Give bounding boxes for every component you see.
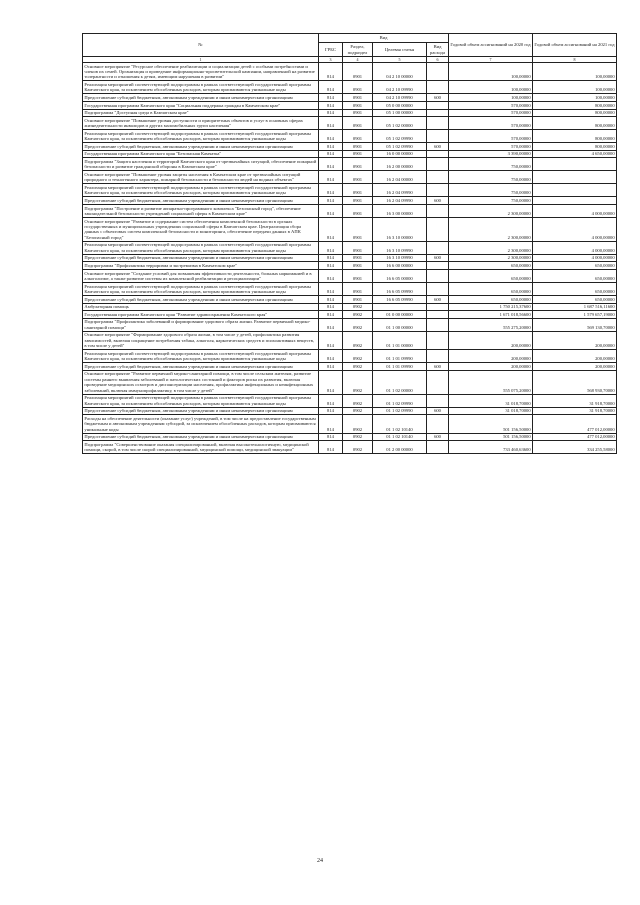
grbs-code: 814 [319, 63, 343, 81]
amount-2020: 650,00000 [449, 262, 533, 270]
header-target: Целевая статья [373, 43, 427, 57]
section-code: 0901 [343, 254, 373, 262]
section-code: 0901 [343, 63, 373, 81]
table-row [83, 433, 617, 441]
grbs-code: 814 [319, 394, 343, 407]
row-name: Амбулаторная помощь [83, 303, 319, 311]
amount-2021: 650,00000 [533, 262, 617, 270]
row-name: Предоставление субсидий бюджетным, автономным учреждениям и иным некоммерческим организациям [83, 407, 319, 415]
row-name: Основное мероприятие "Развитие первичной медико-санитарной помощи, в том числе сельским жителям, развитие системы раннего выявления заболеваний и патологических состояний и факторов риска их развития, включая проведение медицинских осмотров и диспансеризации населения, профилактика инфекционных и неинфекционных заболеваний, включая иммунопрофилактику, в том числе у детей" [83, 370, 319, 394]
table-row [83, 117, 617, 130]
row-name: Реализация мероприятий соответствующей подпрограммы в рамках соответствующей государственной программы Камчатского края, за исключением обособленных расходов, которым присваиваются уникальные коды [83, 241, 319, 254]
row-name: Предоставление субсидий бюджетным, автономным учреждениям и иным некоммерческим организациям [83, 363, 319, 371]
amount-2021: 800,00000 [533, 102, 617, 110]
amount-2020: 200,00000 [449, 363, 533, 371]
table-row [83, 441, 617, 454]
row-name: Государственная программа Камчатского края "Безопасная Камчатка" [83, 150, 319, 158]
row-name: Основное мероприятие "Повышение уровня защиты населения в Камчатском крае от чрезвычайных ситуаций природного и техногенного характера, пожарной безопасности и безопасности людей на водных объектах" [83, 171, 319, 184]
amount-2021: 800,00000 [533, 130, 617, 143]
target-code: 16 2 04 09990 [373, 184, 427, 197]
expense-type-code [427, 217, 449, 241]
section-code: 0901 [343, 81, 373, 94]
expense-type-code: 600 [427, 407, 449, 415]
amount-2021: 477 012,00000 [533, 415, 617, 433]
table-row [83, 158, 617, 171]
table-row [83, 130, 617, 143]
amount-2020: 200,00000 [449, 331, 533, 349]
grbs-code: 814 [319, 117, 343, 130]
table-row [83, 407, 617, 415]
header-group-vid: Вид [319, 34, 449, 43]
column-number: 5 [373, 57, 427, 63]
section-code: 0901 [343, 143, 373, 151]
amount-2021: 4 000,00000 [533, 254, 617, 262]
grbs-code: 814 [319, 370, 343, 394]
grbs-code: 814 [319, 109, 343, 117]
row-name: Реализация мероприятий соответствующей подпрограммы в рамках соответствующей государственной программы Камчатского края, за исключением обособленных расходов, которым присваиваются уникальные коды [83, 394, 319, 407]
grbs-code: 814 [319, 81, 343, 94]
row-name: Предоставление субсидий бюджетным, автономным учреждениям и иным некоммерческим организациям [83, 433, 319, 441]
target-code: 16 3 10 09990 [373, 254, 427, 262]
row-name: Государственная программа Камчатского края "Социальная поддержка граждан в Камчатском крае" [83, 102, 319, 110]
amount-2020: 570,00000 [449, 102, 533, 110]
target-code: 05 1 02 09990 [373, 130, 427, 143]
amount-2021 [533, 197, 617, 205]
amount-2021: 4 650,00000 [533, 150, 617, 158]
row-name: Реализация мероприятий соответствующей подпрограммы в рамках соответствующей государственной программы Камчатского края, за исключением обособленных расходов, которым присваиваются уникальные коды [83, 130, 319, 143]
section-code: 0902 [343, 441, 373, 454]
section-code: 0901 [343, 262, 373, 270]
table-row [83, 282, 617, 295]
header-expense: Вид расхода [427, 43, 449, 57]
amount-2021: 334 255,58000 [533, 441, 617, 454]
amount-2020: 501 156,50000 [449, 415, 533, 433]
column-number: 4 [343, 57, 373, 63]
section-code: 0901 [343, 295, 373, 303]
target-code: 01 2 00 00000 [373, 441, 427, 454]
target-code: 01 1 02 09990 [373, 394, 427, 407]
grbs-code: 814 [319, 282, 343, 295]
amount-2020: 555 275,20000 [449, 318, 533, 331]
amount-2021: 1 687 516,11600 [533, 303, 617, 311]
table-row [83, 150, 617, 158]
amount-2021: 477 012,00000 [533, 433, 617, 441]
row-name: Реализация мероприятий соответствующей подпрограммы в рамках соответствующей государственной программы Камчатского края, за исключением обособленных расходов, которым присваиваются уникальные коды [83, 350, 319, 363]
target-code: 16 6 00 00000 [373, 262, 427, 270]
table-row [83, 241, 617, 254]
page-number: 24 [317, 858, 323, 864]
target-code: 16 2 04 00000 [373, 171, 427, 184]
column-number: 1 [83, 57, 319, 63]
expense-type-code [427, 269, 449, 282]
amount-2020: 750,00000 [449, 171, 533, 184]
expense-type-code [427, 441, 449, 454]
section-code: 0901 [343, 130, 373, 143]
amount-2021: 31 918,70000 [533, 394, 617, 407]
section-code: 0902 [343, 433, 373, 441]
target-code: 16 6 05 00000 [373, 269, 427, 282]
amount-2020: 570,00000 [449, 130, 533, 143]
target-code: 01 1 02 10140 [373, 433, 427, 441]
amount-2020: 555 075,20000 [449, 370, 533, 394]
amount-2021: 4 000,00000 [533, 217, 617, 241]
section-code: 0901 [343, 241, 373, 254]
grbs-code: 814 [319, 262, 343, 270]
expense-type-code [427, 370, 449, 394]
section-code: 0901 [343, 158, 373, 171]
amount-2020: 570,00000 [449, 109, 533, 117]
amount-2021: 4 000,00000 [533, 204, 617, 217]
target-code: 01 0 00 00000 [373, 311, 427, 319]
amount-2020: 650,00000 [449, 295, 533, 303]
expense-type-code [427, 318, 449, 331]
grbs-code: 814 [319, 363, 343, 371]
amount-2020: 1 671 018,56600 [449, 311, 533, 319]
expense-type-code [427, 102, 449, 110]
table-row [83, 303, 617, 311]
column-number: 3 [319, 57, 343, 63]
table-row [83, 350, 617, 363]
row-name: Реализация мероприятий соответствующей подпрограммы в рамках соответствующей государственной программы Камчатского края, за исключением обособленных расходов, которым присваиваются уникальные коды [83, 184, 319, 197]
section-code: 0901 [343, 117, 373, 130]
amount-2020: 3 390,00000 [449, 150, 533, 158]
amount-2020: 750,00000 [449, 158, 533, 171]
table-row [83, 81, 617, 94]
expense-type-code [427, 331, 449, 349]
amount-2021 [533, 171, 617, 184]
target-code: 16 3 10 00000 [373, 217, 427, 241]
row-name: Предоставление субсидий бюджетным, автономным учреждениям и иным некоммерческим организациям [83, 254, 319, 262]
table-row [83, 415, 617, 433]
amount-2020: 570,00000 [449, 117, 533, 130]
amount-2020: 750,00000 [449, 197, 533, 205]
document-page [82, 33, 616, 454]
section-code: 0902 [343, 363, 373, 371]
table-row [83, 295, 617, 303]
section-code: 0901 [343, 184, 373, 197]
expense-type-code [427, 117, 449, 130]
grbs-code: 814 [319, 102, 343, 110]
grbs-code: 814 [319, 184, 343, 197]
grbs-code: 814 [319, 254, 343, 262]
column-number: 8 [533, 57, 617, 63]
target-code: 16 6 05 09990 [373, 295, 427, 303]
expense-type-code: 600 [427, 295, 449, 303]
expense-type-code [427, 415, 449, 433]
row-name: Предоставление субсидий бюджетным, автономным учреждениям и иным некоммерческим организациям [83, 143, 319, 151]
grbs-code: 814 [319, 407, 343, 415]
table-row [83, 94, 617, 102]
section-code: 0901 [343, 150, 373, 158]
amount-2020: 2 300,00000 [449, 254, 533, 262]
expense-type-code [427, 184, 449, 197]
grbs-code: 814 [319, 197, 343, 205]
grbs-code: 814 [319, 130, 343, 143]
grbs-code: 814 [319, 158, 343, 171]
table-row [83, 184, 617, 197]
amount-2020: 501 156,50000 [449, 433, 533, 441]
column-number: 7 [449, 57, 533, 63]
section-code: 0902 [343, 394, 373, 407]
amount-2021: 650,00000 [533, 295, 617, 303]
amount-2020: 2 300,00000 [449, 204, 533, 217]
amount-2021 [533, 158, 617, 171]
amount-2020: 31 018,70000 [449, 407, 533, 415]
amount-2020: 2 300,00000 [449, 217, 533, 241]
section-code: 0901 [343, 269, 373, 282]
expense-type-code [427, 303, 449, 311]
expense-type-code: 600 [427, 433, 449, 441]
section-code: 0901 [343, 197, 373, 205]
target-code: 04 2 10 00000 [373, 63, 427, 81]
expense-type-code [427, 171, 449, 184]
row-name: Основное мероприятие "Повышение уровня доступности и приоритетных объектов и услуг в основных сферах жизнедеятельности инвалидов и других маломобильных групп населения" [83, 117, 319, 130]
section-code: 0902 [343, 415, 373, 433]
target-code: 04 2 10 09990 [373, 81, 427, 94]
table-row [83, 204, 617, 217]
grbs-code: 814 [319, 269, 343, 282]
expense-type-code [427, 262, 449, 270]
amount-2020: 100,00000 [449, 63, 533, 81]
target-code: 05 1 02 00000 [373, 117, 427, 130]
grbs-code: 814 [319, 217, 343, 241]
table-row [83, 318, 617, 331]
row-name: Подпрограмма "Построение и развитие аппаратно-программного комплекса "Безопасный город", обеспечение законодательной безопасности учреждений социальной сферы в Камчатском крае" [83, 204, 319, 217]
target-code: 01 1 02 10140 [373, 415, 427, 433]
expense-type-code [427, 350, 449, 363]
row-name: Основное мероприятие "Ресурсное обеспечение реабилитации и социализации детей с особыми потребностями и членов их семей. Организация и проведение информационно-просветительской кампании, направленной на развитие толерантности и отношения к детям, имеющим нарушения в развитии" [83, 63, 319, 81]
grbs-code: 814 [319, 331, 343, 349]
row-name: Основное мероприятие "Создание условий для повышения эффективности деятельности, больных наркоманией и в алкоголизме, а также развитие системы их комплексной реабилитации и ресоциализации" [83, 269, 319, 282]
row-name: Подпрограмма "Защита населения и территорий Камчатского края от чрезвычайных ситуаций, обеспечение пожарной безопасности и развитие гражданской обороны в Камчатском крае" [83, 158, 319, 171]
expense-type-code [427, 63, 449, 81]
header-2021: Годовой объем ассигнований на 2021 год [533, 34, 617, 57]
section-code: 0901 [343, 282, 373, 295]
table-row [83, 217, 617, 241]
amount-2021: 568 930,70000 [533, 370, 617, 394]
amount-2020: 2 300,00000 [449, 241, 533, 254]
grbs-code: 814 [319, 441, 343, 454]
grbs-code: 814 [319, 150, 343, 158]
table-row [83, 197, 617, 205]
amount-2021: 200,00000 [533, 331, 617, 349]
row-name: Основное мероприятие "Развитие и содержание систем обеспечения комплексной безопасности в органах государственных и муниципальных учреждениях социальной сферы в Камчатском крае. Централизация сбора данных с объектовых систем комплексной безопасности и мониторинга, обеспечение передачи данных в АПК "Безопасный город" [83, 217, 319, 241]
target-code: 01 1 00 00000 [373, 318, 427, 331]
expense-type-code: 600 [427, 363, 449, 371]
target-code: 16 3 00 00000 [373, 204, 427, 217]
amount-2021: 800,00000 [533, 117, 617, 130]
section-code: 0902 [343, 370, 373, 394]
amount-2020: 1 750 215,37600 [449, 303, 533, 311]
amount-2021: 200,00000 [533, 350, 617, 363]
grbs-code: 814 [319, 350, 343, 363]
expense-type-code: 600 [427, 143, 449, 151]
grbs-code: 814 [319, 303, 343, 311]
target-code: 05 0 00 00000 [373, 102, 427, 110]
table-row [83, 262, 617, 270]
amount-2020: 100,00000 [449, 94, 533, 102]
expense-type-code [427, 204, 449, 217]
amount-2021: 100,00000 [533, 63, 617, 81]
section-code: 0902 [343, 303, 373, 311]
amount-2021: 100,00000 [533, 94, 617, 102]
section-code: 0902 [343, 311, 373, 319]
amount-2021: 100,00000 [533, 81, 617, 94]
amount-2020: 650,00000 [449, 282, 533, 295]
section-code: 0901 [343, 217, 373, 241]
table-row [83, 143, 617, 151]
section-code: 0901 [343, 102, 373, 110]
header-num: № [83, 34, 319, 57]
target-code: 01 1 01 09990 [373, 363, 427, 371]
target-code: 01 1 01 09990 [373, 350, 427, 363]
table-row [83, 331, 617, 349]
amount-2020: 650,00000 [449, 269, 533, 282]
amount-2021: 200,00000 [533, 363, 617, 371]
section-code: 0902 [343, 318, 373, 331]
row-name: Предоставление субсидий бюджетным, автономным учреждениям и иным некоммерческим организациям [83, 197, 319, 205]
table-row [83, 254, 617, 262]
grbs-code: 814 [319, 143, 343, 151]
table-row [83, 109, 617, 117]
section-code: 0901 [343, 204, 373, 217]
row-name: Расходы на обеспечение деятельности (оказание услуг) учреждений, в том числе на предоставление государственным бюджетным и автономным учреждениям субсидий, за исключением обособленных расходов, которым присваиваются уникальные коды [83, 415, 319, 433]
target-code: 16 6 05 09990 [373, 282, 427, 295]
grbs-code: 814 [319, 171, 343, 184]
table-row [83, 171, 617, 184]
grbs-code: 814 [319, 318, 343, 331]
amount-2020: 570,00000 [449, 143, 533, 151]
expense-type-code [427, 311, 449, 319]
grbs-code: 814 [319, 204, 343, 217]
expense-type-code [427, 150, 449, 158]
amount-2020: 200,00000 [449, 350, 533, 363]
expense-type-code: 600 [427, 94, 449, 102]
table-row [83, 370, 617, 394]
target-code: 01 1 02 09990 [373, 407, 427, 415]
expense-type-code: 600 [427, 254, 449, 262]
section-code: 0901 [343, 109, 373, 117]
amount-2021: 31 918,70000 [533, 407, 617, 415]
amount-2021: 800,00000 [533, 109, 617, 117]
target-code: 16 2 04 09990 [373, 197, 427, 205]
grbs-code: 814 [319, 295, 343, 303]
row-name: Реализация мероприятий соответствующей подпрограммы в рамках соответствующей государственной программы Камчатского края, за исключением обособленных расходов, которым присваиваются уникальные коды [83, 282, 319, 295]
amount-2020: 100,00000 [449, 81, 533, 94]
target-code: 05 1 02 09990 [373, 143, 427, 151]
row-name: Подпрограмма "Совершенствование оказания специализированной, включая высокотехнологичную, медицинской помощи, скорой, в том числе скорой специализированной, медицинской помощи, медицинской эвакуации" [83, 441, 319, 454]
amount-2021 [533, 184, 617, 197]
expense-type-code [427, 81, 449, 94]
budget-table [82, 33, 617, 454]
row-name: Основное мероприятие "Формирование здорового образа жизни, в том числе у детей, профилактика развития зависимостей, включая сокращение потребления табака, алкоголя, наркотических средств и психоактивных веществ, в том числе у детей" [83, 331, 319, 349]
amount-2021: 4 000,00000 [533, 241, 617, 254]
target-code: 16 0 00 00000 [373, 150, 427, 158]
table-row [83, 63, 617, 81]
row-name: Государственная программа Камчатского края "Развитие здравоохранения Камчатского края" [83, 311, 319, 319]
row-name: Подпрограмма "Профилактика заболеваний и формирование здорового образа жизни. Развитие первичной медико-санитарной помощи" [83, 318, 319, 331]
expense-type-code [427, 130, 449, 143]
row-name: Предоставление субсидий бюджетным, автономным учреждениям и иным некоммерческим организациям [83, 94, 319, 102]
table-row [83, 269, 617, 282]
row-name: Предоставление субсидий бюджетным, автономным учреждениям и иным некоммерческим организациям [83, 295, 319, 303]
target-code [373, 303, 427, 311]
header-2020: Годовой объем ассигнований на 2020 год [449, 34, 533, 57]
row-name: Подпрограмма "Профилактика терроризма и экстремизма в Камчатском крае" [83, 262, 319, 270]
expense-type-code: 600 [427, 197, 449, 205]
expense-type-code [427, 241, 449, 254]
expense-type-code [427, 158, 449, 171]
target-code: 04 2 10 09990 [373, 94, 427, 102]
amount-2021: 1 579 657,19000 [533, 311, 617, 319]
amount-2020: 750,00000 [449, 184, 533, 197]
section-code: 0902 [343, 350, 373, 363]
expense-type-code [427, 282, 449, 295]
grbs-code: 814 [319, 415, 343, 433]
amount-2020: 733 460,63600 [449, 441, 533, 454]
target-code: 16 3 10 09990 [373, 241, 427, 254]
table-body [83, 57, 617, 454]
target-code: 05 1 00 00000 [373, 109, 427, 117]
expense-type-code [427, 109, 449, 117]
grbs-code: 814 [319, 433, 343, 441]
row-name: Реализация мероприятий соответствующей подпрограммы в рамках соответствующей государственной программы Камчатского края, за исключением обособленных расходов, которым присваиваются уникальные коды [83, 81, 319, 94]
table-row [83, 394, 617, 407]
amount-2021: 650,00000 [533, 269, 617, 282]
section-code: 0901 [343, 94, 373, 102]
section-code: 0902 [343, 331, 373, 349]
target-code: 01 1 02 00000 [373, 370, 427, 394]
amount-2021: 800,00000 [533, 143, 617, 151]
header-section: Раздел, подраздел [343, 43, 373, 57]
table-row [83, 363, 617, 371]
expense-type-code [427, 394, 449, 407]
table-row [83, 102, 617, 110]
amount-2021: 569 130,70000 [533, 318, 617, 331]
section-code: 0902 [343, 407, 373, 415]
row-name: Подпрограмма "Доступная среда в Камчатском крае" [83, 109, 319, 117]
table-row [83, 311, 617, 319]
amount-2020: 31 018,70000 [449, 394, 533, 407]
target-code: 16 2 00 00000 [373, 158, 427, 171]
amount-2021: 650,00000 [533, 282, 617, 295]
column-number: 6 [427, 57, 449, 63]
header-grbs: ГРБС [319, 43, 343, 57]
grbs-code: 814 [319, 94, 343, 102]
grbs-code: 814 [319, 311, 343, 319]
section-code: 0901 [343, 171, 373, 184]
target-code: 01 1 01 00000 [373, 331, 427, 349]
grbs-code: 814 [319, 241, 343, 254]
